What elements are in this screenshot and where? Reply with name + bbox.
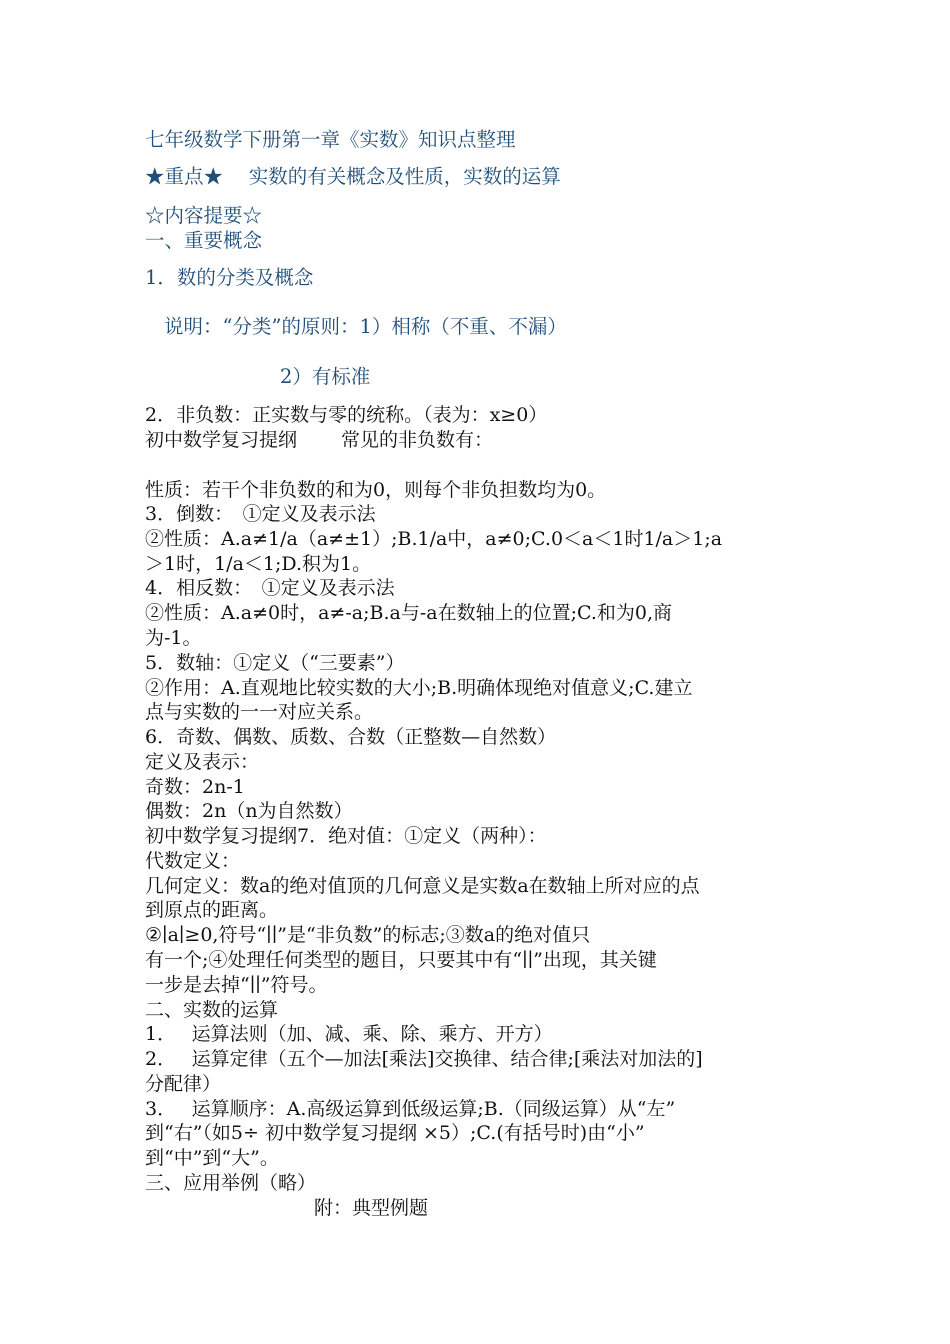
text-line: 代数定义： <box>145 850 241 872</box>
text-line: 初中数学复习提纲7．绝对值：①定义（两种）： <box>145 825 547 847</box>
summary-heading: ☆内容提要☆ <box>145 204 263 227</box>
appendix-heading: 附：典型例题 <box>314 1197 429 1219</box>
note-line-1: 说明：“分类”的原则：1）相称（不重、不漏） <box>164 315 567 338</box>
text-line: 5．数轴：①定义（“三要素”） <box>145 652 405 674</box>
text-line: 性质：若干个非负数的和为0，则每个非负担数均为0。 <box>145 479 607 501</box>
text-line: 点与实数的一一对应关系。 <box>145 701 374 723</box>
text-line: 1． 运算法则（加、减、乘、除、乘方、开方） <box>145 1023 553 1045</box>
text-line: 3． 运算顺序：A.高级运算到低级运算;B.（同级运算）从“左” <box>145 1098 676 1120</box>
text-line: 定义及表示： <box>145 751 260 773</box>
text-line: 6．奇数、偶数、质数、合数（正整数—自然数） <box>145 726 557 748</box>
text-line: 奇数：2n-1 <box>145 776 245 798</box>
text-line: 为-1。 <box>145 627 202 649</box>
item-1-heading: 1．数的分类及概念 <box>145 266 314 289</box>
text-line: 到“右”（如5÷ 初中数学复习提纲 ×5）;C.(有括号时)由“小” <box>145 1122 645 1144</box>
text-line: 一步是去掉“∣∣”符号。 <box>145 974 328 996</box>
text-line: 2．非负数：正实数与零的统称。（表为：x≥0） <box>145 404 548 426</box>
text-line: 有一个;④处理任何类型的题目，只要其中有“∣∣”出现，其关键 <box>145 949 657 971</box>
text-line: 几何定义：数a的绝对值顶的几何意义是实数a在数轴上所对应的点 <box>145 875 700 897</box>
text-line: 4．相反数： ①定义及表示法 <box>145 577 395 599</box>
text-line: ②∣a∣≥0,符号“∣∣”是“非负数”的标志;③数a的绝对值只 <box>145 924 591 946</box>
text-line: ＞1时，1/a＜1;D.积为1。 <box>145 553 372 575</box>
text-line: 3．倒数： ①定义及表示法 <box>145 503 376 525</box>
text-line: ②性质：A.a≠1/a（a≠±1）;B.1/a中，a≠0;C.0＜a＜1时1/a＞1;a <box>145 528 723 550</box>
text-line: 2． 运算定律（五个—加法[乘法]交换律、结合律;[乘法对加法的] <box>145 1048 703 1070</box>
text-line: 到“中”到“大”。 <box>145 1147 279 1169</box>
key-points: ★重点★ 实数的有关概念及性质，实数的运算 <box>145 165 561 188</box>
text-line: 到原点的距离。 <box>145 899 279 921</box>
text-line: 偶数：2n（n为自然数） <box>145 800 353 822</box>
text-line: ②性质：A.a≠0时，a≠-a;B.a与-a在数轴上的位置;C.和为0,商 <box>145 602 673 624</box>
text-line: 初中数学复习提纲 常见的非负数有： <box>145 429 494 451</box>
doc-title: 七年级数学下册第一章《实数》知识点整理 <box>145 128 516 151</box>
text-line: 三、应用举例（略） <box>145 1172 317 1194</box>
note-line-2: 2）有标准 <box>280 365 371 388</box>
text-line: 分配律） <box>145 1073 222 1095</box>
text-line: 二、实数的运算 <box>145 999 279 1021</box>
text-line: ②作用：A.直观地比较实数的大小;B.明确体现绝对值意义;C.建立 <box>145 677 693 699</box>
section-heading-1: 一、重要概念 <box>145 229 263 252</box>
